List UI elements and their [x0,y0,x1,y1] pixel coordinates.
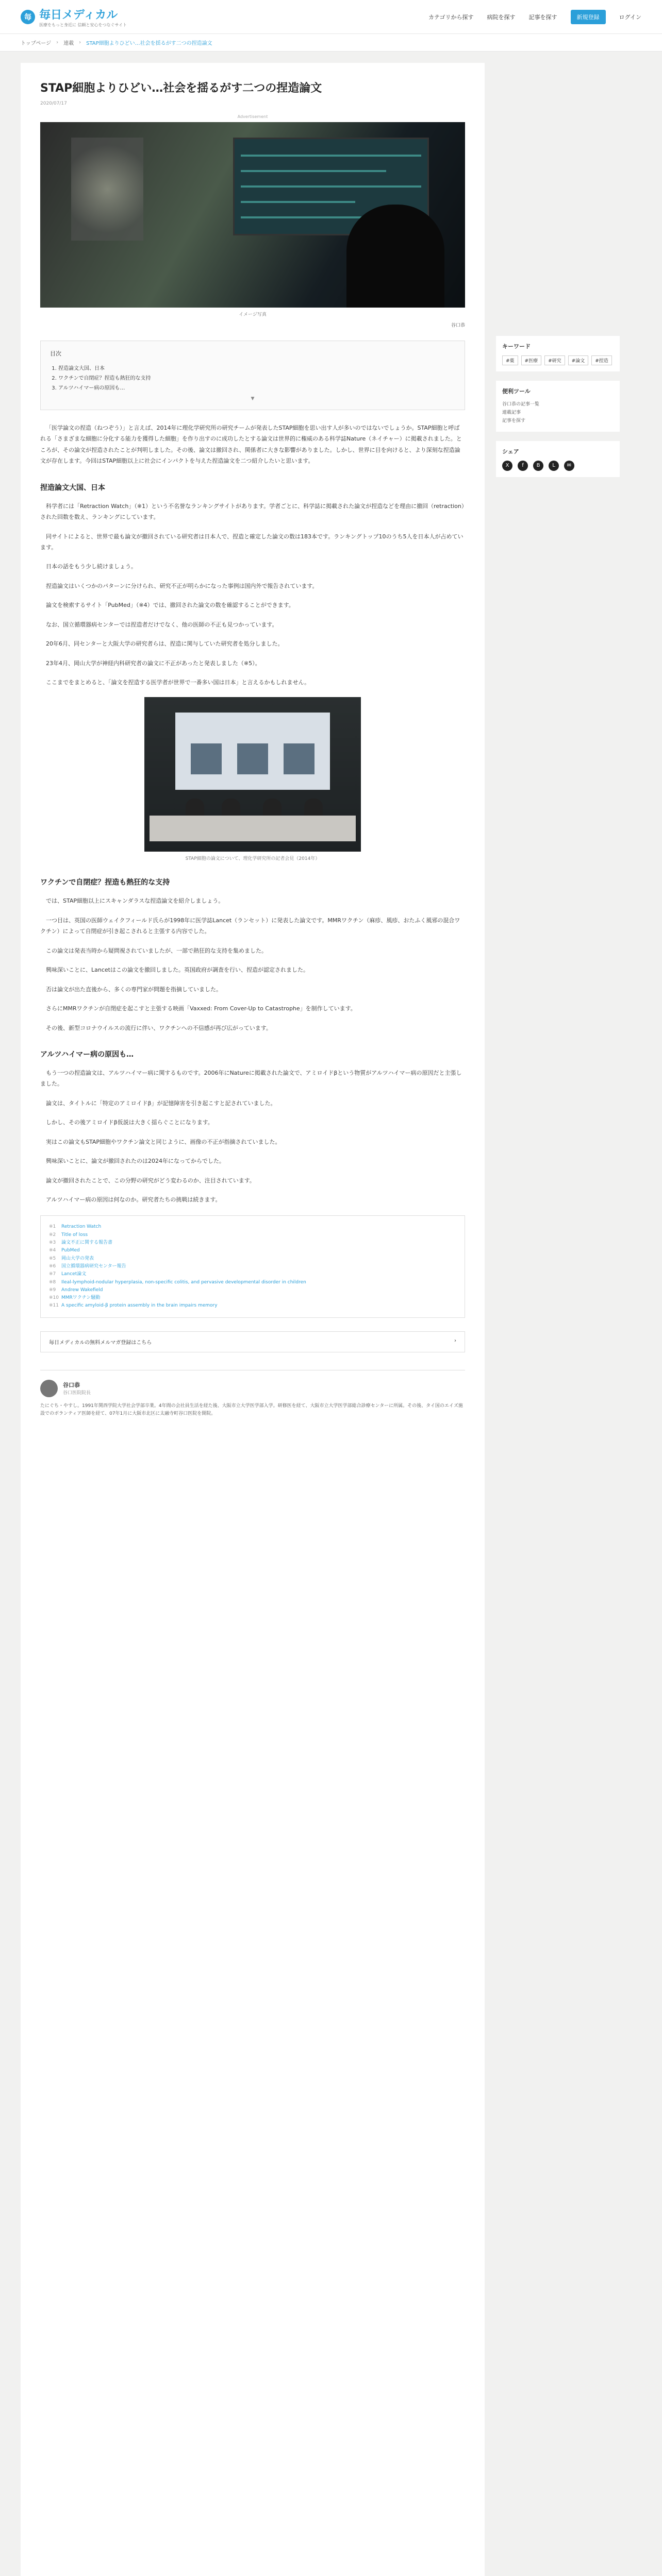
toc-item[interactable]: 2. ワクチンで自閉症？捏造も熱狂的な支持 [58,374,455,383]
intro-paragraph: 「医学論文の捏造（ねつぞう）」と言えば、2014年に理化学研究所の研究チームが発表したSTAP細胞を思い出す人が多いのではないでしょうか。STAP細胞と呼ばれる「さまざまな細胞に分化する能力を獲得した細胞」を作り出すのに成功したとする論文は世界的に権威のある科学誌Nature（ネイチャー）に掲載されました。ところが、その論文が捏造されたことが判明しました。その後、論文は撤回され、関係者に大きな影響がありました。しかし、世界に目を向けると、より深刻な捏造論文が存在します。今回はSTAP細胞以上に社会にインパクトを与えた捏造論文を二つ紹介したいと思います。 [40,424,462,465]
hero-image [40,122,465,308]
article-title: STAP細胞よりひどい…社会を揺るがす二つの捏造論文 [40,82,322,95]
share-box [496,441,620,477]
paragraph: もう一つの捏造論文は、アルツハイマー病に関するものです。2006年にNatureに掲載された論文で、アミロイドβという物質がアルツハイマー病の原因だと主張しました。 [40,1069,462,1088]
paragraph: さらにMMRワクチンが自閉症を起こすと主張する映画「Vaxxed: From Cover-Up to Catastrophe」を制作しています。 [46,1005,356,1012]
toc-title: 目次 [50,350,61,357]
reference-link[interactable]: Lancet論文 [61,1272,87,1277]
nav-hospital[interactable]: 病院を探す [487,13,516,21]
reference-link[interactable]: MMRワクチン騒動 [61,1295,101,1301]
keyword-tag[interactable]: #薬 [502,355,518,365]
paragraph: その後、新型コロナウイルスの流行に伴い、ワクチンへの不信感が再び広がっています。 [46,1024,272,1031]
x-share-icon[interactable]: X [502,461,512,471]
share-title: シェア [502,448,519,455]
paragraph: 興味深いことに、Lancetはこの論文を撤回しました。英国政府が調査を行い、捏造が認定されました。 [46,967,309,974]
keyword-tag[interactable]: #研究 [544,355,565,365]
nav-category[interactable]: カテゴリから探す [428,13,474,21]
paragraph: 論文を検索するサイト「PubMed」（※4）では、撤回された論文の数を確認することができます。 [46,602,294,609]
author-credit[interactable]: 谷口恭 [451,323,465,328]
paragraph: では、STAP細胞以上にスキャンダラスな捏造論文を紹介しましょう。 [46,897,224,905]
press-conference-photo [144,697,361,852]
sidebar-link[interactable]: 連載記事 [502,410,521,416]
site-header [0,0,662,34]
paragraph: 捏造論文はいくつかのパターンに分けられ、研究不正が明らかになった事例は国内外で報告されています。 [46,582,318,589]
reference-link[interactable]: 岡山大学の発表 [61,1256,94,1261]
paragraph: しかし、その後アミロイドβ仮説は大きく揺らぐことになります。 [46,1119,213,1126]
section-heading: ワクチンで自閉症？捏造も熱狂的な支持 [40,878,170,887]
reference-link[interactable]: Andrew Wakefield [61,1287,103,1293]
reference-link[interactable]: Ileal-lymphoid-nodular hyperplasia, non-specific colitis, and pervasive developmental disorder in children [61,1279,306,1285]
nav-articles[interactable]: 記事を探す [528,13,557,21]
toc-item[interactable]: 3. アルツハイマー病の原因も… [58,383,455,393]
section-heading: アルツハイマー病の原因も… [40,1050,134,1059]
keyword-tag[interactable]: #医療 [521,355,542,365]
mail-share-icon[interactable]: ✉ [564,461,574,471]
tools-box [496,381,620,432]
author-box [40,1370,465,1418]
keyword-tag[interactable]: #論文 [568,355,589,365]
facebook-share-icon[interactable]: f [518,461,528,471]
table-of-contents [40,341,465,410]
keyword-title: キーワード [502,343,531,350]
sidebar [496,63,620,2576]
line-share-icon[interactable]: L [549,461,559,471]
paragraph: 論文が撤回されたことで、この分野の研究がどう変わるのか、注目されています。 [46,1177,255,1184]
main-nav [428,10,641,24]
breadcrumb-series[interactable]: 連載 [63,41,74,46]
tools-title: 便利ツール [502,388,531,395]
logo-title: 毎日メディカル [39,8,118,22]
author-name[interactable]: 谷口恭 [63,1382,80,1389]
reference-link[interactable]: PubMed [61,1248,80,1253]
reference-link[interactable]: A specific amyloid-β protein assembly in the brain impairs memory [61,1303,218,1309]
paragraph: 20年6月、同センターと大阪大学の研究者らは、捏造に関与していた研究者を処分しました。 [46,640,284,648]
sidebar-link[interactable]: 谷口恭の記事一覧 [502,402,540,407]
paragraph: 興味深いことに、論文が撤回されたのは2024年になってからでした。 [46,1158,225,1165]
avatar [40,1380,58,1397]
toc-expand-icon[interactable]: ▼ [251,396,255,401]
references: ※1 Retraction Watch ※2 Title of loss ※3 論文不正に関する報告書 ※4 PubMed ※5 岡山大学の発表 ※6 国立循環器病研究センター報告 ※7 Lancet論文 ※8 Ileal-lymphoid-nodular hyperplasia, non-specific colitis, and pervasive developmental disorder in children ※9 Andrew Wakefield ※10 MMRワクチン騒動 ※11 A specific amyloid-β protein assembly in the brain impairs memory [40,1215,465,1317]
article-date: 2020/07/17 [40,100,67,106]
login-link[interactable]: ログイン [619,13,641,21]
reference-link[interactable]: Retraction Watch [61,1224,102,1230]
keyword-tag[interactable]: #捏造 [591,355,612,365]
paragraph: 一つ目は、英国の医師ウェイクフィールド氏らが1998年に医学誌Lancet（ランセット）に発表した論文です。MMRワクチン（麻疹、風疹、おたふく風邪の混合ワクチン）によって自閉症が引き起こされると主張する内容でした。 [40,917,460,935]
paragraph: 科学者には「Retraction Watch」（※1）という不名誉なランキングサイトがあります。学者ごとに、科学誌に掲載された論文が捏造などを理由に撤回（retraction）された回数を数え、ランキングにしています。 [40,502,465,521]
logo-subtitle: 医療をもっと身近に 信頼と安心をつなぐサイト [39,22,127,27]
logo-icon: 毎 [21,10,35,24]
breadcrumb-home[interactable]: トップページ [21,41,52,46]
breadcrumb-current: STAP細胞よりひどい…社会を揺るがす二つの捏造論文 [86,41,212,46]
ad-label: Advertisement [237,114,268,119]
photo-caption: STAP細胞の論文について、理化学研究所の記者会見（2014年） [185,856,320,862]
paragraph: 日本の話をもう少し続けましょう。 [46,563,137,570]
paragraph: アルツハイマー病の原因は何なのか。研究者たちの挑戦は続きます。 [46,1196,221,1204]
sidebar-link[interactable]: 記事を探す [502,418,526,424]
newsletter-label: 毎日メディカルの無料メルマガ登録はこちら [49,1340,152,1346]
site-logo[interactable] [21,6,127,28]
paragraph: 論文は、タイトルに「特定のアミロイドβ」が記憶障害を引き起こすと記されていました。 [46,1099,276,1107]
breadcrumb: トップページ › 連載 › STAP細胞よりひどい…社会を揺るがす二つの捏造論文 [0,34,662,52]
hatena-share-icon[interactable]: B [533,461,543,471]
newsletter-banner[interactable] [40,1331,465,1352]
paragraph: 23年4月、岡山大学が神経内科研究者の論文に不正があったと発表しました（※5）。 [46,659,261,667]
register-button[interactable]: 新規登録 [571,10,606,24]
reference-link[interactable]: 論文不正に関する報告書 [61,1240,113,1246]
paragraph: 実はこの論文もSTAP細胞やワクチン論文と同じように、画像の不正が指摘されていました。 [46,1138,281,1145]
chevron-right-icon: › [454,1337,456,1344]
author-role: 谷口医院院長 [63,1391,91,1396]
author-bio: たにぐち・やすし。1991年関西学院大学社会学部卒業。4年間の会社員生活を経た後、大阪市立大学医学部入学。研修医を経て、大阪市立大学医学部総合診療センターに所属。その後、タイ国のエイズ施設でのボランティア医師を経て、07年1月に大阪市北区に太融寺町谷口医院を開院。 [40,1403,463,1417]
article-main [21,63,485,2576]
section-heading: 捏造論文大国、日本 [40,483,105,492]
paragraph: この論文は発表当時から疑問視されていましたが、一部で熱狂的な支持を集めました。 [46,947,267,954]
paragraph: なお、国立循環器病センターでは捏造者だけでなく、他の医師の不正も見つかっています。 [46,621,278,628]
paragraph: 同サイトによると、世界で最も論文が撤回されている研究者は日本人で、捏造と確定した論文の数は183本です。ランキングトップ10のうち5人を日本人が占めています。 [40,533,464,551]
reference-link[interactable]: Title of loss [61,1232,88,1238]
hero-caption: イメージ写真 [239,312,267,317]
toc-item[interactable]: 1. 捏造論文大国、日本 [58,364,455,374]
keyword-box [496,336,620,371]
reference-link[interactable]: 国立循環器病研究センター報告 [61,1263,126,1269]
paragraph: ここまでをまとめると、「論文を捏造する医学者が世界で一番多い国は日本」と言えるかもしれません。 [46,679,310,686]
paragraph: 否は論文が出た直後から、多くの専門家が問題を指摘していました。 [46,986,222,993]
